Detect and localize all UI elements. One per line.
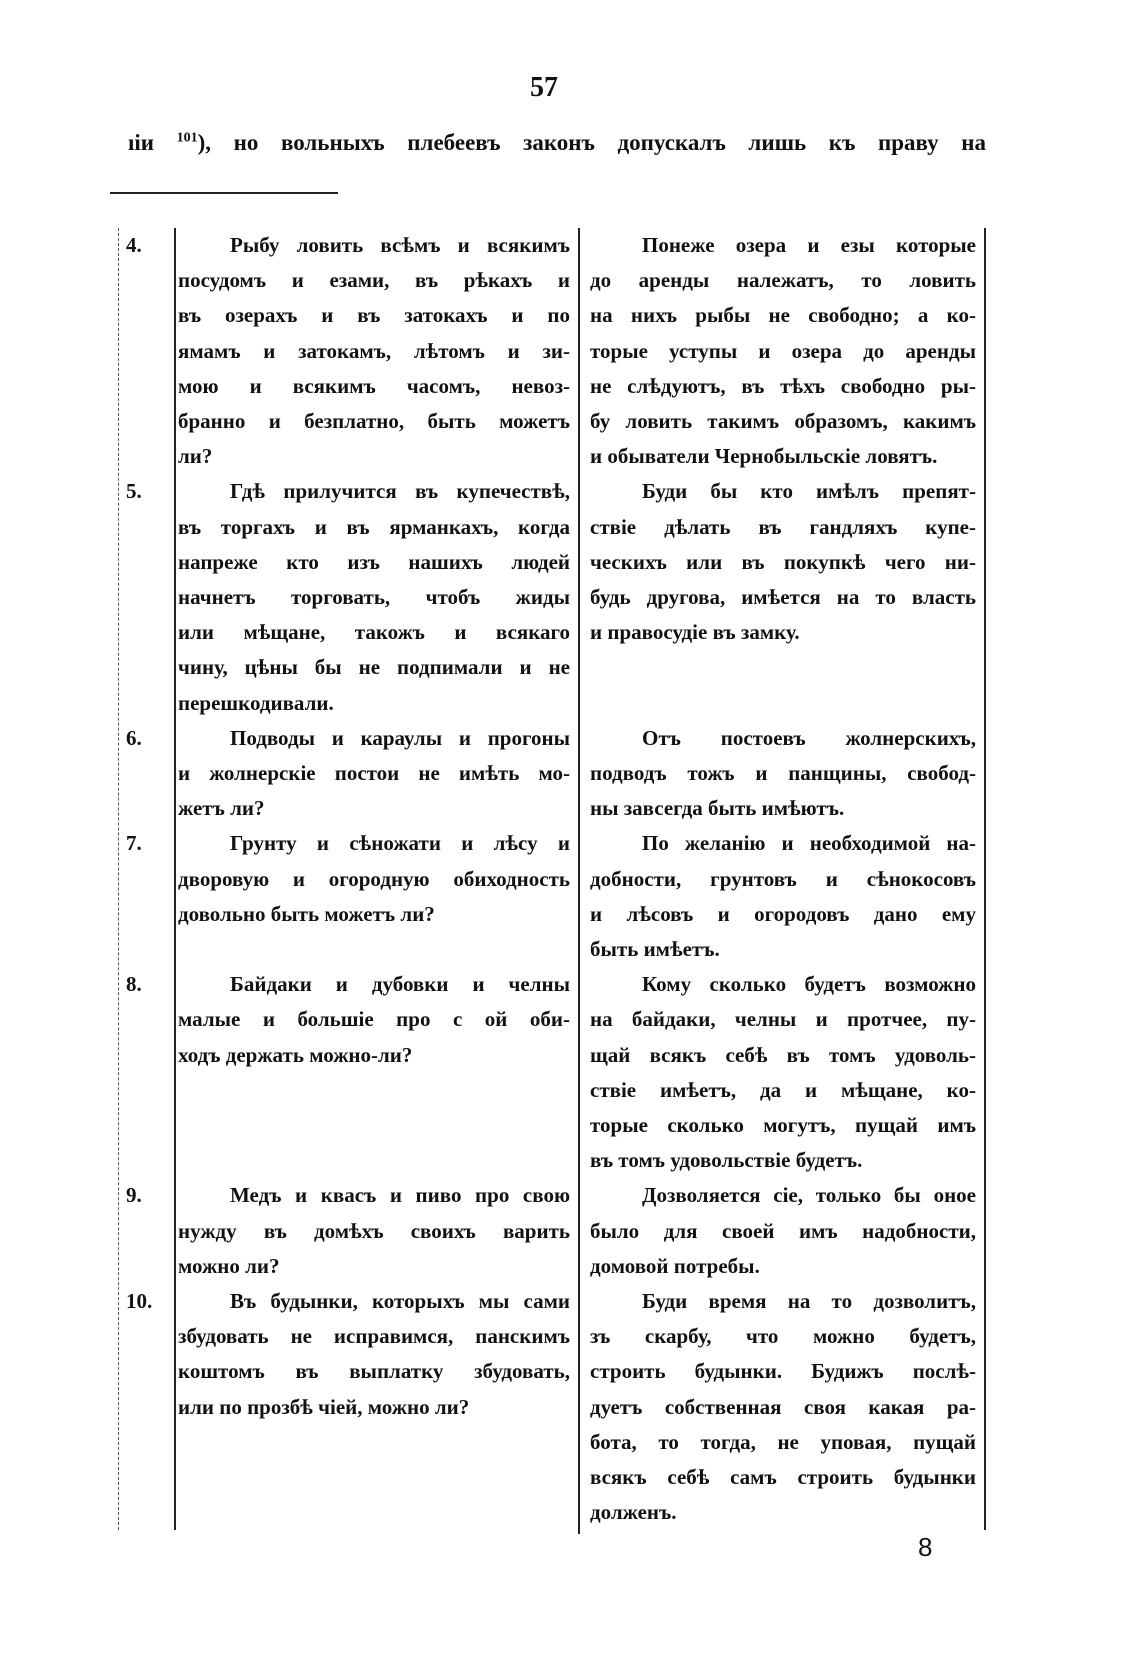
text-line: въ томъ удовольствіе будетъ. (590, 1148, 863, 1173)
text-line: ямамъ и затокамъ, лѣтомъ и зи- (178, 338, 570, 363)
text-line: бу ловить такимъ образомъ, какимъ (590, 408, 976, 433)
answer-cell (590, 967, 976, 1178)
text-line: подводъ тожъ и панщины, свобод- (590, 760, 976, 785)
page-number: 57 (530, 72, 558, 103)
text-line: Буди время на то дозволитъ, (642, 1288, 976, 1313)
text-line: напреже кто изъ нашихъ людей (178, 549, 570, 574)
text-line: Буди бы кто имѣлъ препят- (642, 479, 976, 504)
text-line: збудовать не исправимся, панскимъ (178, 1324, 570, 1349)
text-line: строить будынки. Будижъ послѣ- (590, 1359, 976, 1384)
item-number: 4. (126, 233, 142, 257)
section-rule (110, 192, 338, 194)
header-text-post: ), но вольныхъ плебеевъ законъ допускалъ лишь къ праву на (197, 130, 986, 155)
text-line: Рыбу ловить всѣмъ и всякимъ (230, 233, 570, 257)
text-line: и правосудіе въ замку. (590, 620, 800, 645)
answer-cell (590, 721, 976, 827)
item-number: 7. (126, 831, 142, 856)
question-cell (178, 721, 570, 827)
item-number: 10. (126, 1288, 153, 1313)
text-line: было для своей имъ надобности, (590, 1218, 976, 1243)
text-line: жетъ ли? (178, 796, 265, 821)
text-line: или мѣщане, такожъ и всякаго (178, 620, 570, 645)
answer-cell (590, 1178, 976, 1284)
header-text-pre: ıіи (128, 130, 177, 155)
text-line: Гдѣ прилучится въ купечествѣ, (230, 479, 570, 504)
table-row (118, 228, 988, 474)
text-line: щай всякъ себѣ въ томъ удоволь- (590, 1042, 976, 1067)
text-line: Отъ постоевъ жолнерскихъ, (642, 725, 976, 750)
question-cell (178, 967, 570, 1073)
item-number: 6. (126, 725, 142, 750)
text-line: торые уступы и озера до аренды (590, 338, 976, 363)
answer-cell (590, 474, 976, 650)
text-line: долженъ. (590, 1500, 677, 1525)
document-table (118, 228, 988, 1530)
table-row (118, 721, 988, 827)
text-line: до аренды належатъ, то ловить (590, 268, 976, 293)
signature-mark: 8 (918, 1532, 933, 1562)
text-line: ческихъ или въ покупкѣ чего ни- (590, 549, 976, 574)
table-row (118, 474, 988, 720)
text-line: По желанію и необходимой на- (642, 831, 976, 856)
text-line: Грунту и сѣножати и лѣсу и (230, 831, 570, 856)
text-line: и обыватели Чернобыльскіе ловятъ. (590, 444, 938, 469)
text-line: довольно быть можетъ ли? (178, 901, 435, 926)
item-number: 5. (126, 479, 142, 504)
item-number: 8. (126, 972, 142, 997)
text-line: не слѣдуютъ, въ тѣхъ свободно ры- (590, 373, 976, 398)
text-line: можно ли? (178, 1253, 280, 1278)
running-text-line (128, 130, 986, 156)
text-line: ствіе имѣетъ, да и мѣщане, ко- (590, 1077, 976, 1102)
text-line: всякъ себѣ самъ строить будынки (590, 1464, 976, 1489)
text-line: торые сколько могутъ, пущай имъ (590, 1112, 976, 1137)
text-line: и жолнерскіе постои не имѣть мо- (178, 760, 570, 785)
text-line: на байдаки, челны и протчее, пу- (590, 1007, 976, 1032)
answer-cell (590, 1284, 976, 1530)
text-line: ходъ держать можно-ли? (178, 1042, 413, 1067)
item-number: 9. (126, 1183, 142, 1208)
table-row (118, 826, 988, 967)
text-line: дуетъ собственная своя какая ра- (590, 1394, 976, 1419)
text-line: и лѣсовъ и огородовъ дано ему (590, 901, 976, 926)
text-line: малые и большіе про с ой оби- (178, 1007, 570, 1032)
text-line: Понеже озера и езы которые (642, 233, 976, 257)
text-line: ны завсегда быть имѣютъ. (590, 796, 845, 821)
text-line: нужду въ домѣхъ своихъ варить (178, 1218, 570, 1243)
text-line: начнетъ торговать, чтобъ жиды (178, 584, 570, 609)
table-row (118, 1284, 988, 1530)
text-line: чину, цѣны бы не подпимали и не (178, 655, 570, 680)
footnote-ref: 101 (176, 130, 198, 146)
text-line: быть имѣетъ. (590, 936, 720, 961)
text-line: ли? (178, 444, 213, 469)
table-row (118, 967, 988, 1178)
question-cell (178, 474, 570, 720)
answer-cell (590, 826, 976, 967)
text-line: бранно и безплатно, быть можетъ (178, 408, 570, 433)
text-line: ствіе дѣлать въ гандляхъ купе- (590, 514, 976, 539)
text-line: дворовую и огородную обиходность (178, 866, 570, 891)
table-row (118, 1178, 988, 1284)
text-line: домовой потребы. (590, 1253, 760, 1278)
text-line: Медъ и квасъ и пиво про свою (230, 1183, 570, 1208)
text-line: Кому сколько будетъ возможно (642, 972, 976, 997)
text-line: перешкодивали. (178, 690, 334, 715)
answer-cell (590, 228, 976, 474)
text-line: Дозволяется сіе, только бы оное (642, 1183, 976, 1208)
question-cell (178, 228, 570, 474)
text-line: будь другова, имѣется на то власть (590, 584, 976, 609)
text-line: посудомъ и езами, въ рѣкахъ и (178, 268, 570, 293)
text-line: зъ скарбу, что можно будетъ, (590, 1324, 976, 1349)
question-cell (178, 1284, 570, 1425)
text-line: Байдаки и дубовки и челны (230, 972, 570, 997)
text-line: Подводы и караулы и прогоны (230, 725, 570, 750)
text-line: на нихъ рыбы не свободно; а ко- (590, 303, 976, 328)
text-line: въ торгахъ и въ ярманкахъ, когда (178, 514, 570, 539)
text-line: добности, грунтовъ и сѣнокосовъ (590, 866, 976, 891)
text-line: бота, то тогда, не уповая, пущай (590, 1429, 976, 1454)
text-line: въ озерахъ и въ затокахъ и по (178, 303, 570, 328)
text-line: Въ будынки, которыхъ мы сами (230, 1288, 570, 1313)
question-cell (178, 1178, 570, 1284)
question-cell (178, 826, 570, 932)
text-line: или по прозбѣ чіей, можно ли? (178, 1394, 470, 1419)
text-line: мою и всякимъ часомъ, невоз- (178, 373, 570, 398)
text-line: коштомъ въ выплатку збудовать, (178, 1359, 570, 1384)
